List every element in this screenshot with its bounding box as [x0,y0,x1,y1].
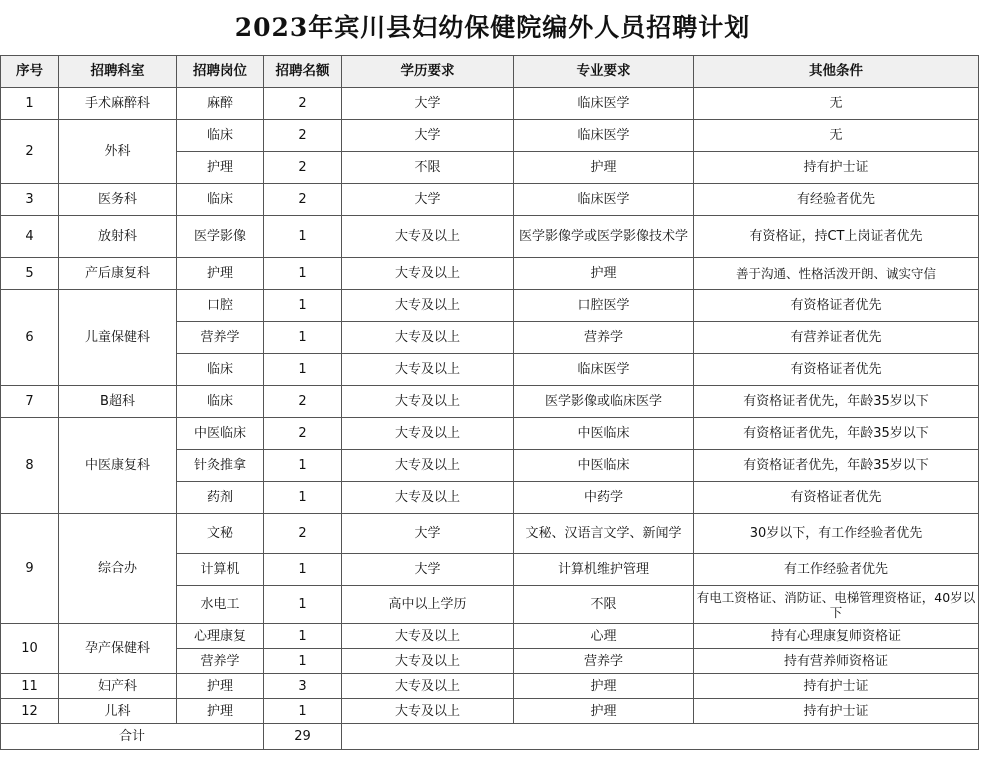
recruitment-table [0,55,979,750]
row-post: 文秘 [177,514,264,554]
row-major: 临床医学 [514,184,694,216]
row-other: 有资格证者优先，年龄35岁以下 [694,418,979,450]
row-dept: 放射科 [59,216,177,258]
row-major: 中医临床 [514,418,694,450]
row-count: 1 [264,322,342,354]
row-edu: 大学 [342,554,514,586]
row-no: 5 [1,258,59,290]
row-edu: 大专及以上 [342,386,514,418]
row-dept: 儿童保健科 [59,290,177,386]
row-edu: 大专及以上 [342,649,514,674]
row-post: 营养学 [177,649,264,674]
row-major: 临床医学 [514,88,694,120]
row-other: 有资格证，持CT上岗证者优先 [694,216,979,258]
row-major: 不限 [514,586,694,624]
total-count: 29 [264,724,342,750]
header-edu: 学历要求 [342,56,514,88]
row-other: 持有护士证 [694,699,979,724]
row-other: 有资格证者优先，年龄35岁以下 [694,450,979,482]
row-other: 有资格证者优先 [694,354,979,386]
row-no: 7 [1,386,59,418]
row-major: 心理 [514,624,694,649]
row-post: 护理 [177,699,264,724]
row-dept: 孕产保健科 [59,624,177,674]
row-edu: 大学 [342,88,514,120]
row-post: 中医临床 [177,418,264,450]
row-post: 药剂 [177,482,264,514]
row-count: 2 [264,120,342,152]
table-row [1,386,979,418]
row-dept: 产后康复科 [59,258,177,290]
row-major: 中医临床 [514,450,694,482]
row-count: 1 [264,258,342,290]
header-other: 其他条件 [694,56,979,88]
header-count: 招聘名额 [264,56,342,88]
row-major: 临床医学 [514,354,694,386]
row-other: 持有护士证 [694,674,979,699]
header-post: 招聘岗位 [177,56,264,88]
row-other: 持有心理康复师资格证 [694,624,979,649]
row-post: 水电工 [177,586,264,624]
row-other: 有资格证者优先 [694,482,979,514]
row-edu: 大专及以上 [342,322,514,354]
row-other: 有工作经验者优先 [694,554,979,586]
row-dept: 外科 [59,120,177,184]
table-row [1,418,979,450]
row-post: 临床 [177,386,264,418]
row-count: 1 [264,624,342,649]
header-no: 序号 [1,56,59,88]
row-no: 11 [1,674,59,699]
row-major: 计算机维护管理 [514,554,694,586]
row-major: 营养学 [514,649,694,674]
row-other: 有经验者优先 [694,184,979,216]
table-row [1,624,979,649]
page-title: 2023年宾川县妇幼保健院编外人员招聘计划 [234,13,751,42]
row-count: 1 [264,699,342,724]
row-post: 计算机 [177,554,264,586]
row-count: 1 [264,586,342,624]
row-other: 有资格证者优先，年龄35岁以下 [694,386,979,418]
row-count: 3 [264,674,342,699]
row-other: 善于沟通、性格活泼开朗、诚实守信 [694,258,979,290]
row-edu: 大学 [342,120,514,152]
row-dept: 妇产科 [59,674,177,699]
table-row [1,290,979,322]
row-no: 3 [1,184,59,216]
row-major: 临床医学 [514,120,694,152]
row-dept: 手术麻醉科 [59,88,177,120]
row-count: 2 [264,152,342,184]
row-no: 2 [1,120,59,184]
row-count: 1 [264,290,342,322]
row-post: 医学影像 [177,216,264,258]
row-count: 1 [264,554,342,586]
row-other: 有资格证者优先 [694,290,979,322]
row-post: 麻醉 [177,88,264,120]
row-edu: 大专及以上 [342,624,514,649]
row-edu: 大专及以上 [342,216,514,258]
row-post: 口腔 [177,290,264,322]
row-other: 无 [694,120,979,152]
row-major: 中药学 [514,482,694,514]
row-post: 护理 [177,674,264,699]
row-other: 持有营养师资格证 [694,649,979,674]
row-other: 持有护士证 [694,152,979,184]
table-row [1,674,979,699]
row-other: 30岁以下，有工作经验者优先 [694,514,979,554]
table-row [1,258,979,290]
row-count: 2 [264,418,342,450]
table-row [1,184,979,216]
row-no: 12 [1,699,59,724]
row-post: 护理 [177,258,264,290]
row-other: 有电工资格证、消防证、电梯管理资格证，40岁以下 [694,586,979,624]
row-major: 医学影像学或医学影像技术学 [514,216,694,258]
table-row [1,120,979,152]
row-no: 8 [1,418,59,514]
row-dept: 医务科 [59,184,177,216]
row-dept: 中医康复科 [59,418,177,514]
row-dept: 综合办 [59,514,177,624]
table-row [1,88,979,120]
row-count: 1 [264,649,342,674]
row-count: 1 [264,354,342,386]
row-count: 2 [264,184,342,216]
row-major: 营养学 [514,322,694,354]
header-major: 专业要求 [514,56,694,88]
row-edu: 大学 [342,184,514,216]
row-post: 护理 [177,152,264,184]
row-post: 针灸推拿 [177,450,264,482]
row-no: 9 [1,514,59,624]
header-dept: 招聘科室 [59,56,177,88]
row-count: 2 [264,386,342,418]
row-count: 2 [264,88,342,120]
row-count: 1 [264,216,342,258]
row-edu: 大专及以上 [342,418,514,450]
row-edu: 大专及以上 [342,674,514,699]
row-post: 临床 [177,184,264,216]
row-edu: 不限 [342,152,514,184]
row-no: 10 [1,624,59,674]
header-row [1,56,979,88]
row-edu: 大专及以上 [342,290,514,322]
row-edu: 大专及以上 [342,354,514,386]
total-label: 合计 [1,724,264,750]
row-post: 临床 [177,354,264,386]
total-empty [342,724,979,750]
row-major: 护理 [514,699,694,724]
total-row [1,724,979,750]
row-edu: 高中以上学历 [342,586,514,624]
row-count: 2 [264,514,342,554]
row-major: 文秘、汉语言文学、新闻学 [514,514,694,554]
row-dept: B超科 [59,386,177,418]
row-post: 营养学 [177,322,264,354]
row-no: 1 [1,88,59,120]
row-major: 护理 [514,152,694,184]
row-major: 口腔医学 [514,290,694,322]
row-edu: 大学 [342,514,514,554]
row-edu: 大专及以上 [342,450,514,482]
row-no: 6 [1,290,59,386]
row-edu: 大专及以上 [342,482,514,514]
row-major: 护理 [514,674,694,699]
row-no: 4 [1,216,59,258]
table-row [1,216,979,258]
row-count: 1 [264,482,342,514]
row-count: 1 [264,450,342,482]
row-other: 有营养证者优先 [694,322,979,354]
table-row [1,699,979,724]
row-edu: 大专及以上 [342,258,514,290]
row-edu: 大专及以上 [342,699,514,724]
row-post: 临床 [177,120,264,152]
row-other: 无 [694,88,979,120]
row-dept: 儿科 [59,699,177,724]
row-post: 心理康复 [177,624,264,649]
row-major: 医学影像或临床医学 [514,386,694,418]
table-row [1,514,979,554]
row-major: 护理 [514,258,694,290]
